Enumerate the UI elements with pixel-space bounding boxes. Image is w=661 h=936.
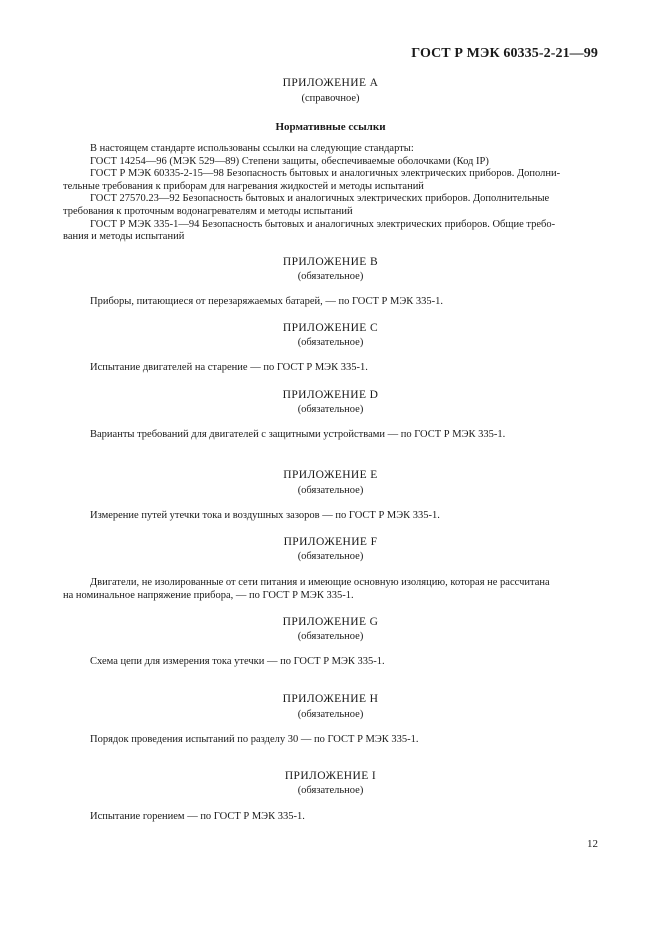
annex-c-line: Испытание двигателей на старение — по ГОСТ Р МЭК 335-1.	[90, 362, 368, 373]
annex-a-line: В настоящем стандарте использованы ссылки на следующие стандарты:	[90, 143, 414, 154]
annex-f-title: ПРИЛОЖЕНИЕ F	[283, 536, 378, 548]
annex-e-line: Измерение путей утечки тока и воздушных зазоров — по ГОСТ Р МЭК 335-1.	[90, 510, 440, 521]
page-header: ГОСТ Р МЭК 60335-2-21—99	[411, 46, 598, 61]
annex-i-text	[63, 811, 598, 824]
annex-c-text	[63, 362, 598, 375]
annex-h-text	[63, 734, 598, 747]
annex-g-text	[63, 656, 598, 669]
annex-d-text	[63, 429, 598, 442]
annex-a-text	[63, 143, 598, 244]
annex-g-status: (обязательное)	[297, 631, 364, 642]
annex-a-line: требования к проточным водонагревателям и методы испытаний	[63, 205, 353, 217]
annex-a-line: ГОСТ Р МЭК 60335-2-15—98 Безопасность бытовых и аналогичных электрических приборов. Дополни-	[90, 168, 561, 180]
annex-i-line: Испытание горением — по ГОСТ Р МЭК 335-1.	[90, 811, 305, 822]
annex-h-status: (обязательное)	[297, 709, 364, 720]
annex-g-title: ПРИЛОЖЕНИЕ G	[282, 616, 379, 628]
annex-a-line: ГОСТ 27570.23—92 Безопасность бытовых и аналогичных электрических приборов. Дополнительные	[90, 193, 550, 205]
annex-i-status: (обязательное)	[297, 785, 364, 796]
annex-c-status: (обязательное)	[297, 337, 364, 348]
annex-h-line: Порядок проведения испытаний по разделу 30 — по ГОСТ Р МЭК 335-1.	[90, 734, 419, 745]
annex-a-status: (справочное)	[301, 93, 360, 104]
annex-d-status: (обязательное)	[297, 404, 364, 415]
annex-d-line: Варианты требований для двигателей с защитными устройствами — по ГОСТ Р МЭК 335-1.	[90, 429, 506, 440]
annex-f-status: (обязательное)	[297, 551, 364, 562]
annex-b-text	[63, 296, 598, 309]
annex-e-status: (обязательное)	[297, 485, 364, 496]
annex-a-line: вания и методы испытаний	[63, 231, 185, 243]
annex-a-line: ГОСТ Р МЭК 335-1—94 Безопасность бытовых и аналогичных электрических приборов. Общие требо-	[90, 218, 556, 230]
annex-b-title: ПРИЛОЖЕНИЕ В	[282, 256, 379, 268]
annex-d-title: ПРИЛОЖЕНИЕ D	[282, 389, 379, 401]
annex-a-heading: Нормативные ссылки	[275, 121, 386, 133]
annex-f-text	[63, 577, 598, 602]
annex-f-line: Двигатели, не изолированные от сети питания и имеющие основную изоляцию, которая не рассчитана	[90, 577, 550, 588]
page-number: 12	[587, 838, 598, 850]
annex-g-line: Схема цепи для измерения тока утечки — по ГОСТ Р МЭК 335-1.	[90, 656, 385, 667]
annex-i-title: ПРИЛОЖЕНИЕ I	[284, 770, 377, 782]
annex-e-text	[63, 510, 598, 523]
annex-e-title: ПРИЛОЖЕНИЕ Е	[283, 469, 378, 481]
annex-a-title: ПРИЛОЖЕНИЕ А	[282, 77, 379, 89]
annex-a-line: тельные требования к приборам для нагревания жидкостей и методы испытаний	[63, 180, 424, 192]
annex-a-line: ГОСТ 14254—96 (МЭК 529—89) Степени защиты, обеспечиваемые оболочками (Код IP)	[90, 155, 489, 167]
annex-b-status: (обязательное)	[297, 271, 364, 282]
annex-b-line: Приборы, питающиеся от перезаряжаемых батарей, — по ГОСТ Р МЭК 335-1.	[90, 296, 444, 307]
annex-h-title: ПРИЛОЖЕНИЕ Н	[282, 693, 379, 705]
annex-f-line: на номинальное напряжение прибора, — по ГОСТ Р МЭК 335-1.	[63, 589, 354, 601]
annex-c-title: ПРИЛОЖЕНИЕ С	[282, 322, 379, 334]
